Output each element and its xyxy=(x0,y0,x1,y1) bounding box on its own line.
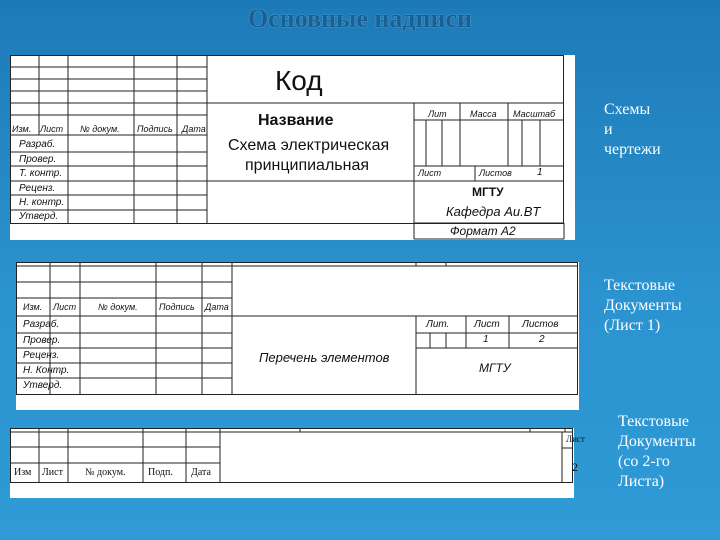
caption-drawings-line1: Схемы xyxy=(604,101,651,118)
caption-drawings-line3: чертежи xyxy=(604,141,661,158)
row-developed: Разраб. xyxy=(19,139,56,150)
document-title-line2: принципиальная xyxy=(245,157,370,174)
sheet-label-2: Лист xyxy=(474,319,500,330)
col-header-doc-number-2: № докум. xyxy=(98,302,138,312)
caption-text-next-line3: (со 2-го xyxy=(618,453,670,470)
sheet-label-3: Лист xyxy=(566,434,585,444)
sheet-label: Лист xyxy=(418,168,442,178)
letter-label-2: Лит. xyxy=(426,319,450,330)
sheets-value: 1 xyxy=(537,167,543,178)
scale-label: Масштаб xyxy=(513,109,556,119)
caption-drawings-line2: и xyxy=(604,121,613,138)
code-label: Код xyxy=(275,65,323,96)
sheet-value-2: 1 xyxy=(483,334,489,345)
caption-text-first-line1: Текстовые xyxy=(604,277,675,294)
col-header-change: Изм. xyxy=(12,124,32,134)
col-header-signature-2: Подпись xyxy=(159,302,195,312)
row-reviewer-2: Реценз. xyxy=(23,350,60,361)
col-header-date-3: Дата xyxy=(191,467,211,478)
document-title-2: Перечень элементов xyxy=(259,350,390,365)
row-checked: Провер. xyxy=(19,154,57,165)
col-header-change-2: Изм. xyxy=(23,302,43,312)
caption-text-next-line1: Текстовые xyxy=(618,413,689,430)
row-norm-control-2: Н. Контр. xyxy=(23,365,70,376)
title-block-grid-3 xyxy=(10,428,574,498)
col-header-date-2: Дата xyxy=(205,302,229,312)
organization-name-2: МГТУ xyxy=(479,361,511,375)
caption-text-first-line3: (Лист 1) xyxy=(604,317,661,334)
row-checked-2: Провер. xyxy=(23,335,61,346)
sheet-value-3: 2 xyxy=(572,460,578,474)
department-name: Кафедра Au.BT xyxy=(446,204,541,219)
document-title-line1: Схема электрическая xyxy=(228,137,390,154)
col-header-doc-number-3: № докум. xyxy=(85,467,126,478)
caption-text-next-line4: Листа) xyxy=(618,473,665,490)
caption-text-first-line2: Документы xyxy=(604,297,682,314)
col-header-signature: Подпись xyxy=(137,124,173,134)
letter-label: Лит xyxy=(428,109,447,119)
row-approved: Утверд. xyxy=(19,211,59,222)
name-label: Название xyxy=(258,112,334,129)
mass-label: Масса xyxy=(470,109,497,119)
col-header-signature-3: Подп. xyxy=(148,467,173,478)
row-developed-2: Разраб. xyxy=(23,319,60,330)
sheets-label: Листов xyxy=(479,168,512,178)
col-header-sheet-2: Лист xyxy=(53,302,77,312)
row-tech-control: Т. контр. xyxy=(19,168,63,179)
title-block-grid-2 xyxy=(16,262,579,410)
row-norm-control: Н. контр. xyxy=(19,197,65,208)
caption-text-first-sheet xyxy=(604,276,682,336)
caption-drawings xyxy=(604,100,661,160)
sheets-label-2: Листов xyxy=(522,319,559,330)
col-header-change-3: Изм xyxy=(14,467,32,478)
col-header-sheet-3: Лист xyxy=(42,467,63,478)
row-reviewer: Реценз. xyxy=(19,183,56,194)
title-block-text-next-sheets xyxy=(10,428,585,498)
slide-title: Основные надписи xyxy=(247,4,473,33)
col-header-date: Дата xyxy=(182,124,206,134)
title-block-text-first-sheet xyxy=(16,262,579,410)
sheets-value-2: 2 xyxy=(539,334,545,345)
caption-text-next-sheets xyxy=(618,412,696,492)
row-approved-2: Утверд. xyxy=(23,380,63,391)
col-header-doc-number: № докум. xyxy=(80,124,120,134)
caption-text-next-line2: Документы xyxy=(618,433,696,450)
col-header-sheet: Лист xyxy=(40,124,64,134)
organization-name: МГТУ xyxy=(472,185,504,199)
format-label: Формат А2 xyxy=(450,224,516,238)
title-block-drawings xyxy=(10,55,575,240)
